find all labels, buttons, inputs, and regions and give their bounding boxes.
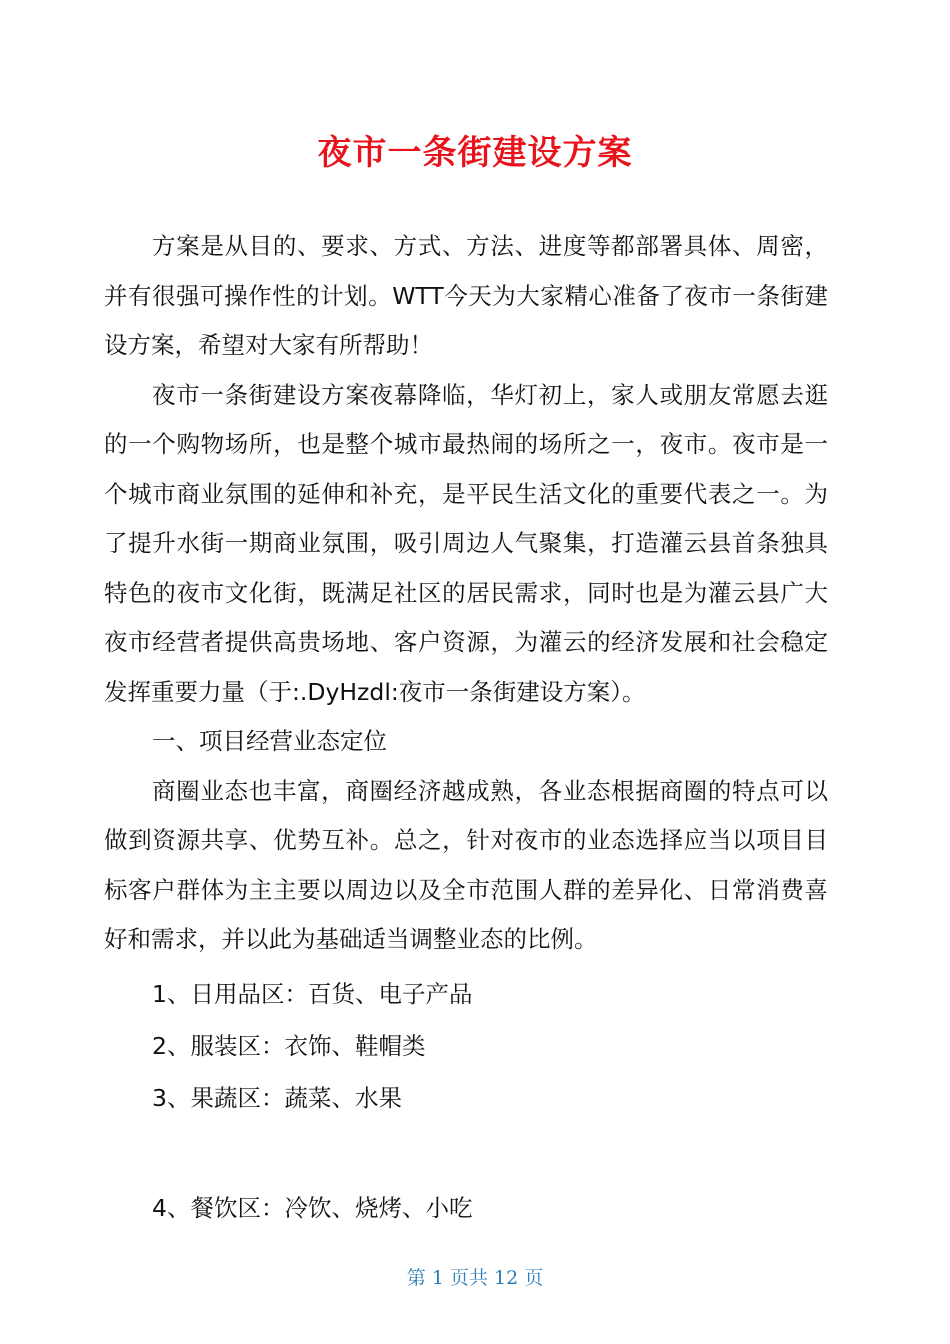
list-item: 4、餐饮区：冷饮、烧烤、小吃 xyxy=(152,1194,473,1222)
description-paragraph: 夜市一条街建设方案夜幕降临，华灯初上，家人或朋友常愿去逛的一个购物场所，也是整个城市最热闹的场所之一，夜市。夜市是一个城市商业氛围的延伸和补充，是平民生活文化的重要代表之一。为了提升水街一期商业氛围，吸引周边人气聚集，打造灌云县首条独具特色的夜市文化街，既满足社区的居民需求，同时也是为灌云县广大夜市经营者提供高贵场地、客户资源，为灌云的经济发展和社会稳定发挥重要力量（于:.DyHzdl:夜市一条街建设方案）。 xyxy=(104,380,828,706)
list-item: 1、日用品区：百货、电子产品 xyxy=(152,980,473,1008)
section-paragraph: 商圈业态也丰富，商圈经济越成熟，各业态根据商圈的特点可以做到资源共享、优势互补。总之，针对夜市的业态选择应当以项目目标客户群体为主主要以周边以及全市范围人群的差异化、日常消费喜好和需求，并以此为基础适当调整业态的比例。 xyxy=(104,776,828,953)
document-title: 夜市一条街建设方案 xyxy=(317,132,633,173)
list-item: 2、服装区：衣饰、鞋帽类 xyxy=(152,1032,426,1060)
document-body xyxy=(104,222,828,965)
page-indicator: 第 1 页共 12 页 xyxy=(406,1267,544,1289)
zone-list xyxy=(152,970,472,1236)
intro-paragraph: 方案是从目的、要求、方式、方法、进度等都部署具体、周密，并有很强可操作性的计划。WTT今天为大家精心准备了夜市一条街建设方案，希望对大家有所帮助！ xyxy=(104,232,828,359)
section-heading: 一、项目经营业态定位 xyxy=(152,727,387,755)
list-item: 3、果蔬区：蔬菜、水果 xyxy=(152,1084,402,1112)
